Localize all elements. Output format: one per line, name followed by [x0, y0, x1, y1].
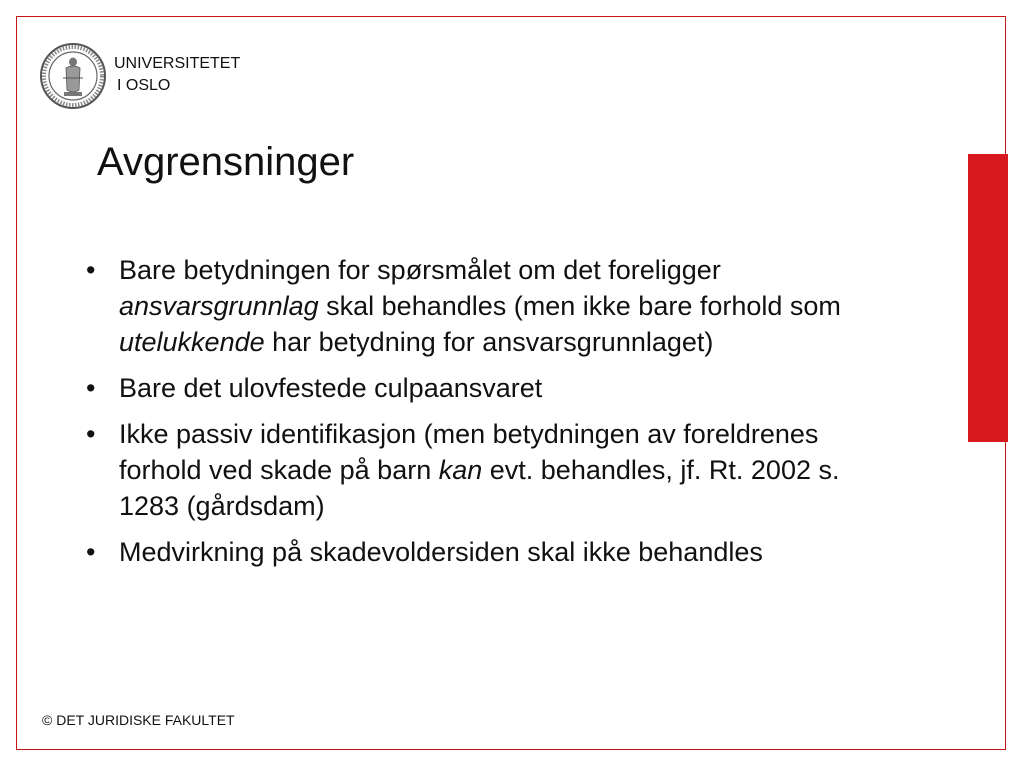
university-line1: UNIVERSITETET [114, 55, 241, 72]
bullet-dot: • [86, 255, 96, 285]
university-name [114, 53, 240, 97]
bullet-list [86, 252, 886, 580]
university-line2: I OSLO [117, 77, 171, 94]
bullet-dot: • [86, 419, 96, 449]
bullet-text-italic: ansvarsgrunnlag [119, 291, 319, 321]
bullet-text: evt. behandles, jf. Rt. 2002 s. 1283 (gårdsdam) [119, 455, 840, 521]
bullet-item [86, 252, 886, 360]
bullet-text: Medvirkning på skadevoldersiden skal ikke behandles [119, 537, 763, 567]
bullet-text: har betydning for ansvarsgrunnlaget) [264, 327, 714, 357]
footer-copyright: © DET JURIDISKE FAKULTET [42, 712, 235, 728]
bullet-text: Bare det ulovfestede culpaansvaret [119, 373, 543, 403]
bullet-item [86, 534, 886, 570]
bullet-text: Ikke passiv identifikasjon (men betydningen av foreldrenes forhold ved skade på barn [119, 419, 819, 485]
bullet-item [86, 370, 886, 406]
bullet-dot: • [86, 537, 96, 567]
bullet-text-italic: utelukkende [119, 327, 265, 357]
bullet-text: Bare betydningen for spørsmålet om det foreligger [119, 255, 721, 285]
bullet-item [86, 416, 886, 524]
slide-title: Avgrensninger [97, 140, 355, 184]
university-seal-icon [39, 42, 107, 110]
bullet-dot: • [86, 373, 96, 403]
accent-bar [968, 154, 1008, 442]
bullet-text-italic: kan [438, 455, 483, 485]
bullet-text: skal behandles (men ikke bare forhold som [318, 291, 841, 321]
